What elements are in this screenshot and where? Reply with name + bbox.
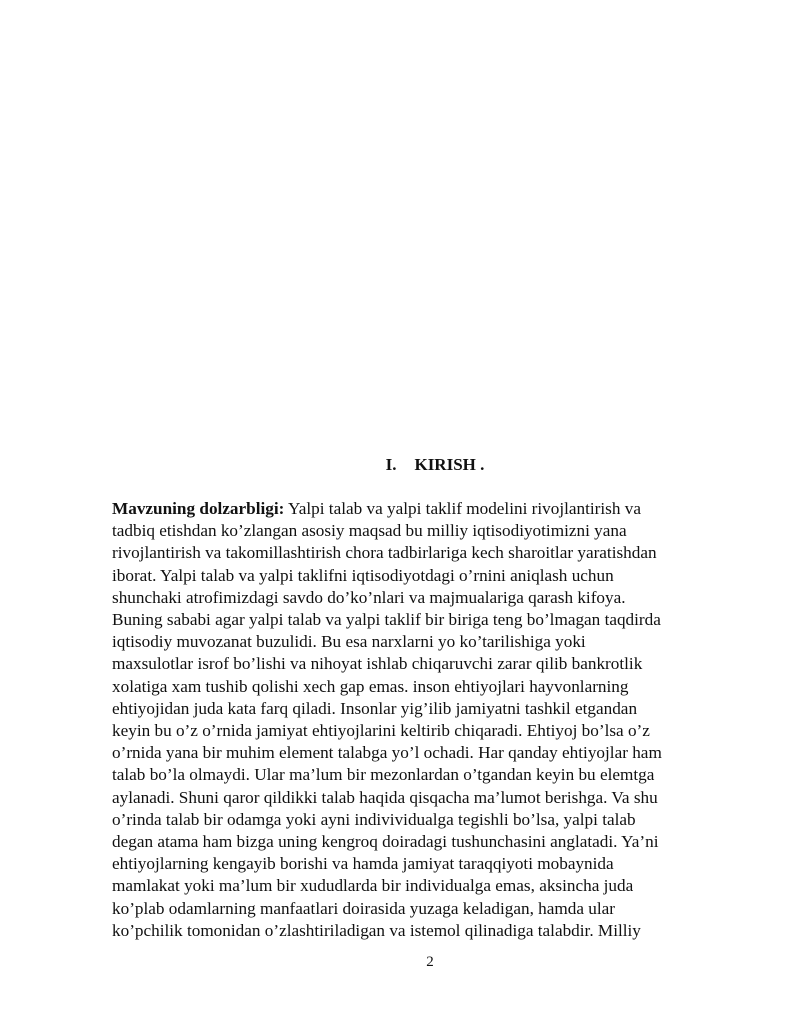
paragraph-line: rivojlantirish va takomillashtirish chora tadbirlariga kech sharoitlar yaratishdan [112, 543, 657, 563]
paragraph-line: talab bo’la olmaydi. Ular ma’lum bir mezonlardan o’tgandan keyin bu elemtga [112, 765, 655, 785]
paragraph-line: ehtiyojlarning kengayib borishi va hamda jamiyat taraqqiyoti mobaynida [112, 854, 614, 874]
paragraph-line: ko’pchilik tomonidan o’zlashtiriladigan va istemol qilinadiga talabdir. Milliy [112, 920, 641, 940]
paragraph-line: shunchaki atrofimizdagi savdo do’ko’nlari va majmualariga qarash kifoya. [112, 587, 626, 607]
paragraph-line: degan atama ham bizga uning kengroq doiradagi tushunchasini anglatadi. Ya’ni [112, 832, 659, 852]
paragraph-line: maxsulotlar isrof bo’lishi va nihoyat ishlab chiqaruvchi zarar qilib bankrotlik [112, 654, 643, 674]
paragraph-line [112, 498, 732, 520]
paragraph-line: keyin bu o’z o’rnida jamiyat ehtiyojlarini keltirib chiqaradi. Ehtiyoj bo’lsa o’z [112, 721, 650, 741]
page-number: 2 [426, 954, 434, 970]
body-paragraph [112, 498, 732, 942]
section-heading [0, 454, 800, 476]
paragraph-line: mamlakat yoki ma’lum bir xududlarda bir individualga emas, aksincha juda [112, 876, 634, 896]
paragraph-line: aylanadi. Shuni qaror qildikki talab haqida qisqacha ma’lumot berishga. Va shu [112, 787, 658, 807]
paragraph-line: ehtiyojidan juda kata farq qiladi. Insonlar yig’ilib jamiyatni tashkil etgandan [112, 698, 638, 718]
paragraph-first-line-text: Yalpi talab va yalpi taklif modelini rivojlantirish va [284, 499, 641, 518]
paragraph-line: Buning sababi agar yalpi talab va yalpi taklif bir biriga teng bo’lmagan taqdirda [112, 610, 661, 630]
paragraph-lead: Mavzuning dolzarbligi: [112, 499, 285, 518]
section-title: KIRISH . [414, 455, 485, 474]
paragraph-line: ko’plab odamlarning manfaatlari doirasida yuzaga keladigan, hamda ular [112, 898, 616, 918]
section-number: I. [385, 455, 397, 474]
paragraph-line: iborat. Yalpi talab va yalpi taklifni iqtisodiyotdagi o’rnini aniqlash uchun [112, 565, 614, 585]
paragraph-line: xolatiga xam tushib qolishi xech gap emas. inson ehtiyojlari hayvonlarning [112, 676, 629, 696]
paragraph-line: tadbiq etishdan ko’zlangan asosiy maqsad bu milliy iqtisodiyotimizni yana [112, 521, 627, 541]
paragraph-line: o’rnida yana bir muhim element talabga yo’l ochadi. Har qanday ehtiyojlar ham [112, 743, 662, 763]
paragraph-line: iqtisodiy muvozanat buzulidi. Bu esa narxlarni yo ko’tarilishiga yoki [112, 632, 586, 652]
paragraph-line: o’rinda talab bir odamga yoki ayni indivividualga tegishli bo’lsa, yalpi talab [112, 809, 636, 829]
